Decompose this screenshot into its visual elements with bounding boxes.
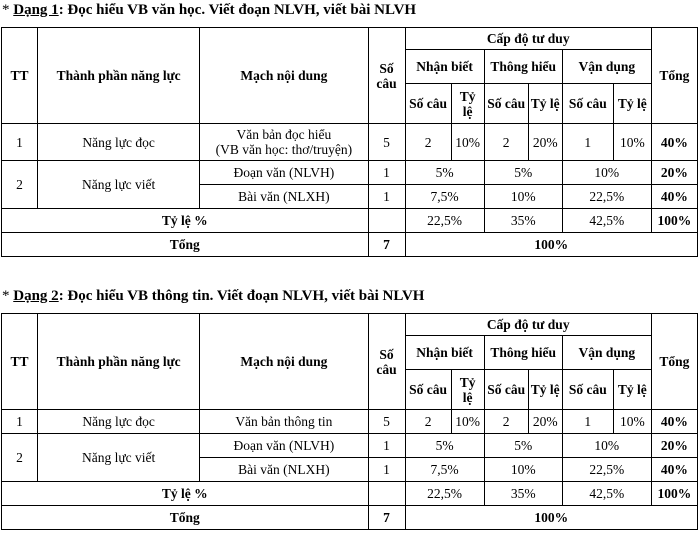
- header-sub-rate: Tỷ lệ: [451, 370, 484, 410]
- row-content: Văn bản thông tin: [200, 410, 368, 434]
- row-total: 20%: [651, 161, 697, 185]
- header-apply: Vận dụng: [562, 50, 651, 84]
- row-content: Bài văn (NLXH): [200, 185, 368, 209]
- row-count: 1: [368, 185, 405, 209]
- rate-total: 100%: [651, 209, 697, 233]
- row-count: 1: [368, 161, 405, 185]
- row-nb: 7,5%: [405, 458, 484, 482]
- row-content: Đoạn văn (NLVH): [200, 161, 368, 185]
- row-vd: 22,5%: [562, 185, 651, 209]
- table-row: [2, 161, 698, 185]
- row-content: Bài văn (NLXH): [200, 458, 368, 482]
- row-tt: 1: [2, 410, 38, 434]
- header-row: [2, 314, 698, 336]
- row-th: 10%: [484, 185, 562, 209]
- header-tt: TT: [2, 314, 38, 410]
- row-count: 1: [368, 434, 405, 458]
- section-heading: [2, 287, 424, 305]
- row-competency: Năng lực viết: [38, 434, 200, 482]
- row-total: 40%: [651, 124, 697, 161]
- header-competency: Thành phần năng lực: [38, 28, 200, 124]
- row-vd-rate: 10%: [613, 410, 651, 434]
- header-sub-count: Số câu: [562, 370, 613, 410]
- header-sub-count: Số câu: [484, 84, 528, 124]
- row-vd-count: 1: [562, 124, 613, 161]
- row-content: Văn bản đọc hiểu (VB văn học: thơ/truyện): [200, 124, 368, 161]
- row-th-count: 2: [484, 410, 528, 434]
- row-vd: 22,5%: [562, 458, 651, 482]
- total-row: [2, 506, 698, 530]
- rate-count: [368, 482, 405, 506]
- heading-title: : Đọc hiểu VB văn học. Viết đoạn NLVH, viết bài NLVH: [58, 2, 417, 18]
- header-understand: Thông hiểu: [484, 50, 562, 84]
- rate-nb: 22,5%: [405, 482, 484, 506]
- table-row: [2, 410, 698, 434]
- total-label: Tổng: [2, 506, 369, 530]
- row-content: Đoạn văn (NLVH): [200, 434, 368, 458]
- row-th-rate: 20%: [528, 410, 562, 434]
- header-level: Cấp độ tư duy: [405, 314, 651, 336]
- total-value: 100%: [405, 233, 697, 257]
- row-competency: Năng lực đọc: [38, 410, 200, 434]
- header-content: Mạch nội dung: [200, 314, 368, 410]
- matrix-table: [1, 27, 698, 257]
- rate-row: [2, 482, 698, 506]
- row-competency: Năng lực viết: [38, 161, 200, 209]
- heading-star: *: [2, 2, 10, 18]
- row-competency: Năng lực đọc: [38, 124, 200, 161]
- header-row: [2, 28, 698, 50]
- header-sub-rate: Tỷ lệ: [528, 84, 562, 124]
- row-total: 20%: [651, 434, 697, 458]
- header-sub-count: Số câu: [405, 84, 451, 124]
- row-nb-rate: 10%: [451, 410, 484, 434]
- total-count: 7: [368, 506, 405, 530]
- header-sub-count: Số câu: [405, 370, 451, 410]
- table-row: [2, 124, 698, 161]
- row-nb-count: 2: [405, 410, 451, 434]
- header-level: Cấp độ tư duy: [405, 28, 651, 50]
- header-understand: Thông hiểu: [484, 336, 562, 370]
- rate-nb: 22,5%: [405, 209, 484, 233]
- heading-label: Dạng 2: [13, 288, 59, 304]
- rate-label: Tỷ lệ %: [2, 482, 369, 506]
- matrix-table: [1, 313, 698, 530]
- row-nb-count: 2: [405, 124, 451, 161]
- heading-label: Dạng 1: [13, 2, 59, 18]
- row-th-count: 2: [484, 124, 528, 161]
- header-apply: Vận dụng: [562, 336, 651, 370]
- total-label: Tổng: [2, 233, 369, 257]
- row-nb: 7,5%: [405, 185, 484, 209]
- row-total: 40%: [651, 410, 697, 434]
- row-th-rate: 20%: [528, 124, 562, 161]
- row-vd: 10%: [562, 161, 651, 185]
- row-total: 40%: [651, 185, 697, 209]
- header-sub-count: Số câu: [562, 84, 613, 124]
- header-sub-count: Số câu: [484, 370, 528, 410]
- row-vd-count: 1: [562, 410, 613, 434]
- section-heading: [2, 1, 416, 19]
- row-vd: 10%: [562, 434, 651, 458]
- row-nb: 5%: [405, 161, 484, 185]
- total-count: 7: [368, 233, 405, 257]
- header-tt: TT: [2, 28, 38, 124]
- row-nb-rate: 10%: [451, 124, 484, 161]
- header-sub-rate: Tỷ lệ: [451, 84, 484, 124]
- header-count: Số câu: [368, 28, 405, 124]
- row-total: 40%: [651, 458, 697, 482]
- row-tt: 2: [2, 161, 38, 209]
- header-sub-rate: Tỷ lệ: [613, 370, 651, 410]
- header-competency: Thành phần năng lực: [38, 314, 200, 410]
- rate-total: 100%: [651, 482, 697, 506]
- header-recognize: Nhận biết: [405, 336, 484, 370]
- row-th: 10%: [484, 458, 562, 482]
- header-sub-rate: Tỷ lệ: [613, 84, 651, 124]
- row-nb: 5%: [405, 434, 484, 458]
- header-sub-rate: Tỷ lệ: [528, 370, 562, 410]
- header-recognize: Nhận biết: [405, 50, 484, 84]
- row-count: 5: [368, 124, 405, 161]
- rate-vd: 42,5%: [562, 482, 651, 506]
- total-row: [2, 233, 698, 257]
- total-value: 100%: [405, 506, 697, 530]
- header-content: Mạch nội dung: [200, 28, 368, 124]
- heading-title: : Đọc hiểu VB thông tin. Viết đoạn NLVH, viết bài NLVH: [58, 288, 425, 304]
- rate-vd: 42,5%: [562, 209, 651, 233]
- header-total: Tổng: [651, 28, 697, 124]
- row-th: 5%: [484, 434, 562, 458]
- heading-star: *: [2, 288, 10, 304]
- rate-th: 35%: [484, 482, 562, 506]
- rate-th: 35%: [484, 209, 562, 233]
- header-count: Số câu: [368, 314, 405, 410]
- row-vd-rate: 10%: [613, 124, 651, 161]
- row-tt: 2: [2, 434, 38, 482]
- row-count: 1: [368, 458, 405, 482]
- row-count: 5: [368, 410, 405, 434]
- row-tt: 1: [2, 124, 38, 161]
- rate-row: [2, 209, 698, 233]
- rate-count: [368, 209, 405, 233]
- rate-label: Tỷ lệ %: [2, 209, 369, 233]
- table-row: [2, 434, 698, 458]
- row-th: 5%: [484, 161, 562, 185]
- header-total: Tổng: [651, 314, 697, 410]
